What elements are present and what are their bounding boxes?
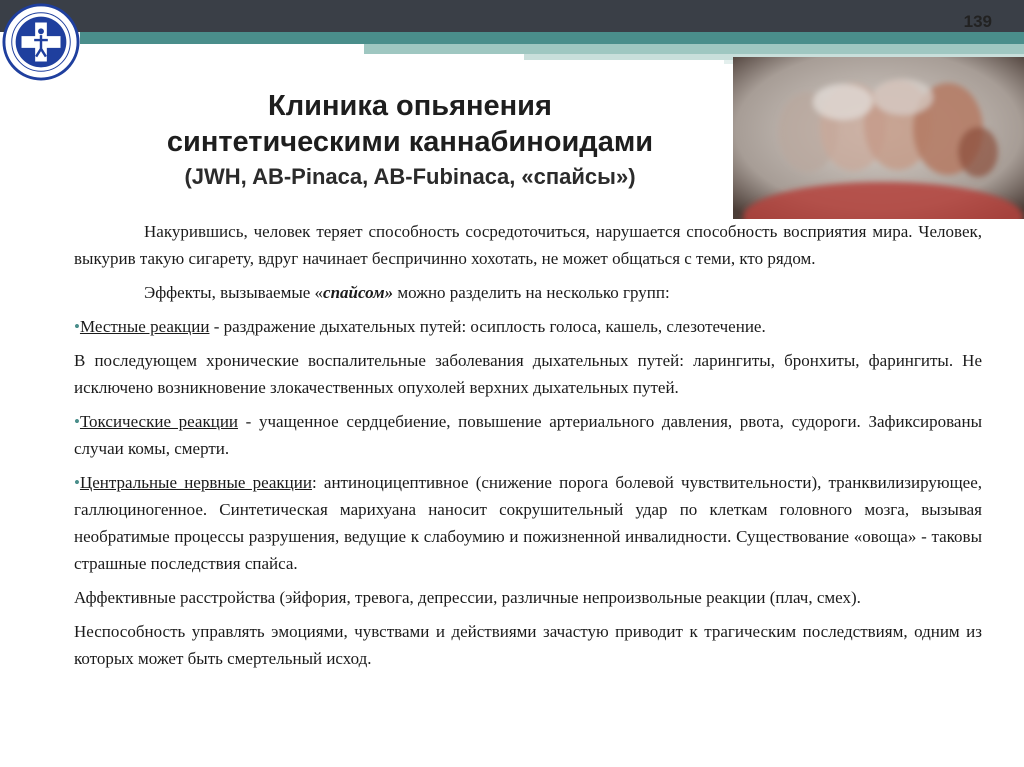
slide-title bbox=[70, 88, 750, 194]
paragraph: Аффективные расстройства (эйфория, тревога, депрессии, различные непроизвольные реакции (плач, смех). bbox=[74, 588, 861, 607]
blurred-faces-photo bbox=[733, 57, 1024, 219]
header-stripe bbox=[364, 44, 1024, 54]
page-number: 139 bbox=[963, 12, 992, 31]
paragraph: Накурившись, человек теряет способность сосредоточиться, нарушается способность восприятия мира. Человек, выкурив такую сигарету, вдруг начинает беспричинно хохотать, не может общаться с теми, кто рядом. bbox=[74, 222, 982, 268]
bullet-paragraph bbox=[74, 313, 982, 340]
emphasis: спайсом» bbox=[323, 283, 394, 302]
top-bar bbox=[0, 0, 1024, 32]
bullet-icon: • bbox=[74, 412, 80, 431]
paragraph bbox=[74, 279, 982, 306]
title-line: Клиника опьянения bbox=[268, 90, 552, 122]
text: Эффекты, вызываемые « bbox=[144, 283, 324, 302]
bullet-icon: • bbox=[74, 317, 80, 336]
text: : антиноцицептивное (снижение порога болевой чувствительности), транквилизирующее, галлюциногенное. Синтетическая марихуана наносит сокрушительный удар по клеткам головного мозга, вызывая необратимые процессы разрушения, ведущие к слабоумию и пожизненной инвалидности. Существование «овоща» - таковы страшные последствия спайса. bbox=[74, 473, 983, 573]
term-label: Центральные нервные реакции bbox=[79, 473, 312, 492]
paragraph: В последующем хронические воспалительные заболевания дыхательных путей: ларингиты, бронхиты, фарингиты. Не исключено возникновение злокачественных опухолей верхних дыхательных путей. bbox=[74, 351, 982, 397]
bullet-icon: • bbox=[74, 473, 80, 492]
title-subtitle: (JWH, AB-Pinaca, AB-Fubinaca, «спайсы») bbox=[184, 164, 636, 189]
medical-cross-emblem-icon bbox=[2, 2, 80, 82]
slide-body bbox=[74, 218, 982, 679]
paragraph: Неспособность управлять эмоциями, чувствами и действиями зачастую приводит к трагическим последствиям, одним из которых может быть смертельный исход. bbox=[74, 622, 982, 668]
title-line: синтетическими каннабиноидами bbox=[166, 126, 654, 158]
bullet-paragraph bbox=[74, 469, 982, 577]
text: - раздражение дыхательных путей: осиплость голоса, кашель, слезотечение. bbox=[209, 317, 766, 336]
header-stripe bbox=[80, 32, 1024, 44]
term-label: Местные реакции bbox=[79, 317, 210, 336]
text: можно разделить на несколько групп: bbox=[393, 283, 670, 302]
term-label: Токсические реакции bbox=[79, 412, 239, 431]
text: - учащенное сердцебиение, повышение артериального давления, рвота, судороги. Зафиксированы случаи комы, смерти. bbox=[74, 412, 982, 458]
bullet-paragraph bbox=[74, 408, 982, 462]
